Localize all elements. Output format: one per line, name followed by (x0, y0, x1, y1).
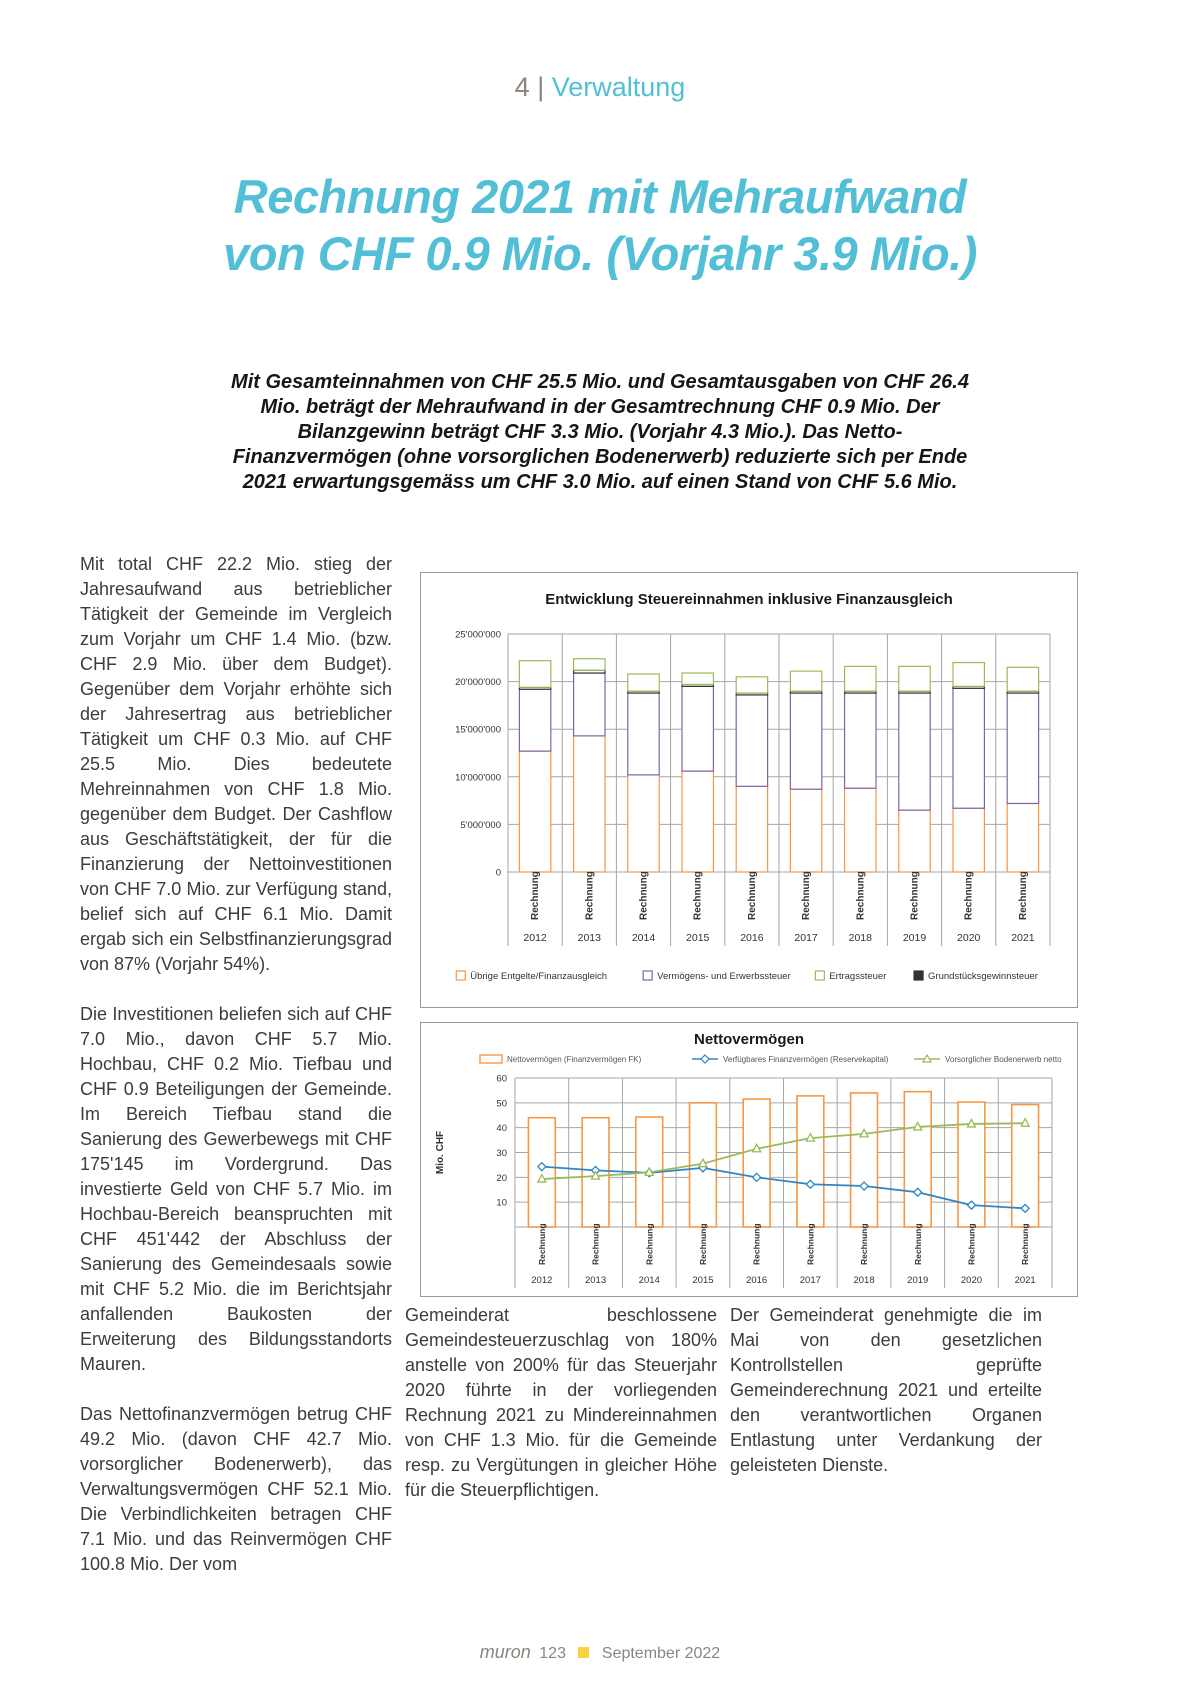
bar-segment (790, 671, 821, 691)
bar-segment (1007, 667, 1038, 691)
y-tick-label: 40 (496, 1123, 507, 1135)
legend-swatch (643, 971, 652, 980)
legend-label: Übrige Entgelte/Finanzausgleich (470, 971, 608, 982)
category-sublabel: Rechnung (909, 871, 921, 920)
bar (797, 1096, 824, 1227)
bar-segment (682, 771, 713, 872)
legend-label: Nettovermögen (Finanzvermögen FK) (507, 1055, 642, 1064)
bar-segment (1007, 803, 1038, 872)
category-sublabel: Rechnung (697, 1223, 708, 1265)
header-separator: | (537, 72, 545, 102)
category-label: 2018 (853, 1275, 875, 1286)
y-tick-label: 50 (496, 1098, 507, 1110)
article-title-line-1: Rechnung 2021 mit Mehraufwand (233, 170, 967, 223)
issue-number: 123 (539, 1645, 566, 1662)
y-axis-label: Mio. CHF (435, 1130, 446, 1175)
body-column-right (730, 1303, 1042, 1503)
category-label: 2020 (960, 1275, 983, 1286)
body-paragraph: Mit total CHF 22.2 Mio. stieg der Jahresaufwand aus betrieblicher Tätigkeit der Gemeinde im Vergleich zum Vorjahr um CHF 1.4 Mio. (bzw. CHF 2.9 Mio. über dem Budget). Gegenüber dem Vorjahr erhöhte sich der Jahresertrag aus betrieblicher Tätigkeit um CHF 0.3 Mio. auf CHF 25.5 Mio. Dies bedeutete Mehreinnahmen von CHF 1.8 Mio. gegenüber dem Budget. Der Cashflow aus Geschäftstätigkeit, der für die Finanzierung der Nettoinvestitionen von CHF 7.0 Mio. zur Verfügung stand, belief sich auf CHF 6.1 Mio. Damit ergab sich ein Selbstfinanzierungsgrad von 87% (Vorjahr 54%). (80, 554, 392, 974)
body-column-left (80, 552, 392, 1602)
bar-segment (519, 689, 550, 751)
y-tick-label: 20'000'000 (455, 677, 501, 689)
y-tick-label: 10'000'000 (455, 772, 501, 784)
bar-segment (736, 786, 767, 872)
body-paragraph: Gemeinderat beschlossene Gemeindesteuerzuschlag von 180% anstelle von 200% für das Steuerjahr 2020 führte in der vorliegenden Rechnung 2021 zu Mindereinnahmen von CHF 1.3 Mio. für die Gemeinde resp. zu Vergütungen in gleicher Höhe für die Steuerpflichtigen. (405, 1305, 717, 1500)
bar-segment (953, 663, 984, 687)
category-label: 2016 (740, 932, 764, 944)
bar (904, 1092, 931, 1227)
legend-label: Verfügbares Finanzvermögen (Reservekapital) (723, 1055, 889, 1064)
y-tick-label: 30 (496, 1148, 507, 1159)
steuereinnahmen-chart (420, 572, 1078, 1008)
bar-segment (682, 673, 713, 684)
category-sublabel: Rechnung (1017, 871, 1029, 920)
category-label: 2017 (799, 1275, 821, 1286)
category-sublabel: Rechnung (530, 871, 542, 920)
y-tick-label: 0 (495, 867, 501, 879)
bar-segment (628, 693, 659, 775)
bar-segment (574, 736, 605, 872)
category-label: 2012 (531, 1275, 553, 1286)
chart-title: Nettovermögen (693, 1031, 805, 1048)
category-label: 2019 (902, 932, 927, 944)
category-sublabel: Rechnung (644, 1223, 655, 1265)
category-label: 2021 (1011, 932, 1035, 944)
bar-segment (899, 693, 930, 810)
legend-swatch (914, 971, 923, 980)
category-sublabel: Rechnung (963, 871, 975, 920)
category-label: 2014 (638, 1275, 660, 1286)
category-sublabel: Rechnung (692, 871, 704, 920)
category-label: 2013 (584, 1275, 607, 1286)
section-title: Verwaltung (551, 72, 686, 102)
bar-segment (899, 810, 930, 872)
category-label: 2019 (907, 1275, 929, 1286)
category-sublabel: Rechnung (855, 871, 867, 920)
body-column-middle (405, 1303, 717, 1528)
bar-segment (519, 751, 550, 872)
legend-label: Grundstücksgewinnsteuer (928, 971, 1038, 982)
article-title-line-2: von CHF 0.9 Mio. (Vorjahr 3.9 Mio.) (223, 227, 977, 281)
category-sublabel: Rechnung (746, 871, 758, 920)
category-label: 2021 (1014, 1275, 1036, 1286)
bar-segment (628, 674, 659, 691)
y-tick-label: 15'000'000 (455, 724, 501, 736)
article-title (0, 168, 1200, 283)
body-paragraph: Die Investitionen beliefen sich auf CHF 7.0 Mio., davon CHF 5.7 Mio. Hochbau, CHF 0.2 Mio. Tiefbau und CHF 0.9 Beteiligungen der Gemeinde. Im Bereich Tiefbau stand die Sanierung des Gewerbewegs mit CHF 175'145 im Vordergrund. Das investierte Geld von CHF 5.7 Mio. im Hochbau-Bereich beanspruchten mit CHF 451'442 der Abschluss der Sanierung des Gemeindesaals sowie mit CHF 5.2 Mio. die im Berichtsjahr anfallenden Baukosten der Erweiterung des Bildungsstandorts Mauren. (80, 1004, 392, 1374)
bar-segment (899, 666, 930, 691)
category-label: 2015 (692, 1275, 714, 1286)
bar-segment (845, 666, 876, 691)
nettovermoegen-chart (420, 1022, 1078, 1297)
bar-segment (845, 693, 876, 788)
category-sublabel: Rechnung (590, 1223, 601, 1265)
category-label: 2012 (523, 932, 547, 944)
bar-segment (736, 695, 767, 786)
magazine-name: muron (479, 1642, 531, 1662)
page-footer (0, 1642, 1200, 1663)
issue-date: September 2022 (601, 1645, 721, 1662)
bar-segment (736, 677, 767, 693)
y-tick-label: 10 (496, 1197, 507, 1209)
category-sublabel: Rechnung (1020, 1223, 1031, 1265)
category-label: 2013 (577, 932, 601, 944)
category-label: 2016 (746, 1275, 768, 1286)
legend-label: Ertragssteuer (829, 971, 887, 982)
legend-swatch (456, 971, 465, 980)
category-sublabel: Rechnung (536, 1223, 547, 1265)
bar-segment (682, 686, 713, 771)
y-tick-label: 60 (496, 1073, 507, 1085)
category-sublabel: Rechnung (912, 1223, 923, 1265)
bar-segment (574, 673, 605, 736)
category-label: 2020 (957, 932, 981, 944)
bar-segment (574, 659, 605, 670)
legend-label: Vermögens- und Erwerbssteuer (657, 971, 791, 982)
category-sublabel: Rechnung (966, 1223, 977, 1265)
category-label: 2018 (848, 932, 872, 944)
category-label: 2017 (794, 932, 818, 944)
category-sublabel: Rechnung (584, 871, 596, 920)
legend-label: Vorsorglicher Bodenerwerb netto (945, 1055, 1062, 1064)
category-sublabel: Rechnung (859, 1223, 870, 1265)
category-sublabel: Rechnung (751, 1223, 762, 1265)
bar-segment (845, 788, 876, 872)
bar-segment (790, 693, 821, 789)
bar-segment (1007, 693, 1038, 803)
legend-swatch (815, 971, 824, 980)
bar-segment (519, 661, 550, 688)
page-header (0, 72, 1200, 103)
bar (528, 1118, 555, 1227)
steuereinnahmen-chart-svg (420, 572, 1078, 1008)
category-sublabel: Rechnung (805, 1223, 816, 1265)
category-label: 2014 (631, 932, 656, 944)
lead-paragraph: Mit Gesamteinnahmen von CHF 25.5 Mio. und Gesamtausgaben von CHF 26.4 Mio. beträgt der Mehraufwand in der Gesamtrechnung CHF 0.9 Mio. Der Bilanzgewinn beträgt CHF 3.3 Mio. (Vorjahr 4.3 Mio.). Das Netto-Finanzvermögen (ohne vorsorglichen Bodenerwerb) reduzierte sich per Ende 2021 erwartungsgemäss um CHF 3.0 Mio. auf einen Stand von CHF 5.6 Mio. (231, 371, 969, 493)
bar (743, 1099, 770, 1227)
body-paragraph: Der Gemeinderat genehmigte die im Mai von den gesetzlichen Kontrollstellen geprüfte Gemeinderechnung 2021 und erteilte den verantwortlichen Organen Entlastung unter Verdankung der geleisteten Dienste. (730, 1305, 1042, 1475)
category-label: 2015 (686, 932, 710, 944)
bar (851, 1093, 878, 1227)
nettovermoegen-chart-svg (420, 1022, 1078, 1297)
category-sublabel: Rechnung (638, 871, 650, 920)
y-tick-label: 25'000'000 (455, 629, 501, 641)
y-tick-label: 5'000'000 (460, 819, 501, 831)
legend-swatch (480, 1055, 502, 1063)
page-number: 4 (514, 72, 530, 102)
bar-segment (628, 775, 659, 872)
bar-segment (953, 808, 984, 872)
chart-title: Entwicklung Steuereinnahmen inklusive Finanzausgleich (545, 591, 953, 608)
bar-segment (790, 789, 821, 872)
bar-segment (953, 688, 984, 808)
y-tick-label: 20 (496, 1172, 507, 1184)
footer-square-icon (578, 1647, 589, 1658)
body-paragraph: Das Nettofinanzvermögen betrug CHF 49.2 Mio. (davon CHF 42.7 Mio. vorsorglicher Bodenerwerb), das Verwaltungsvermögen CHF 52.1 Mio. Die Verbindlichkeiten betragen CHF 7.1 Mio. und das Reinvermögen CHF 100.8 Mio. Der vom (80, 1404, 392, 1574)
category-sublabel: Rechnung (801, 871, 813, 920)
